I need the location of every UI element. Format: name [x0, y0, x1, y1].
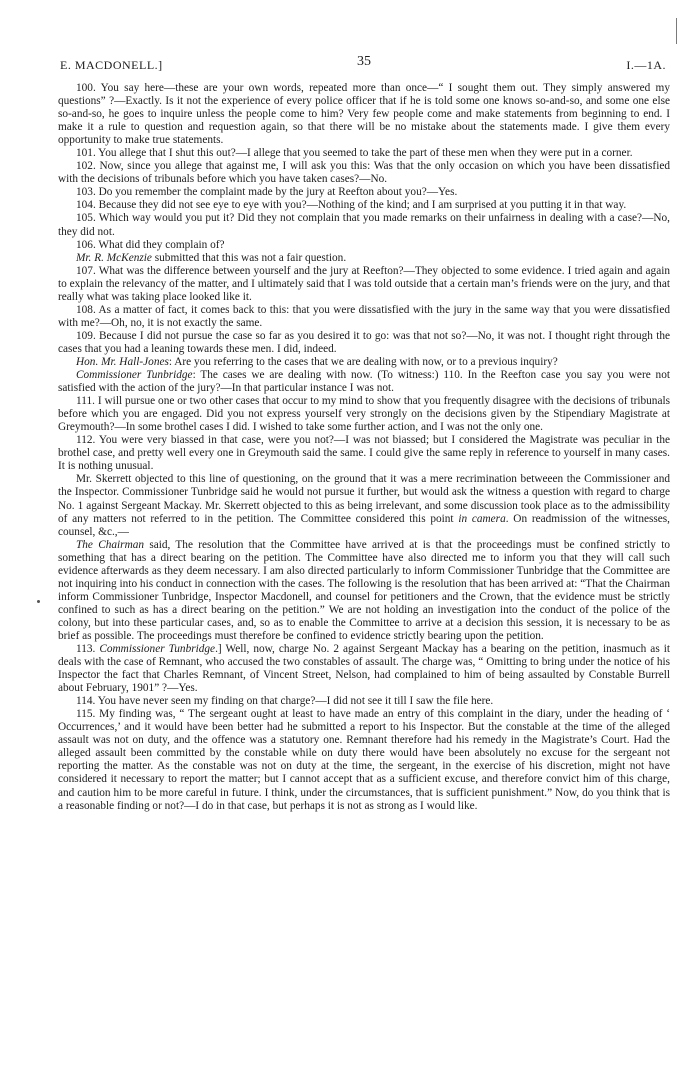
text-run: submitted that this was not a fair question.	[151, 251, 347, 264]
paragraph	[58, 434, 670, 473]
paragraph	[58, 147, 670, 160]
italic-text: Mr. R. McKenzie	[76, 251, 152, 264]
text-run: 107. What was the difference between yourself and the jury at Reefton?—They objected to some evidence. I tried again and again to explain the relevancy of the matter, and I ultimately said that I was told outside that a certain man’s friends were on the jury, and that really what was taking place looked like it.	[58, 264, 670, 303]
text-run: 105. Which way would you put it? Did they not complain that you made remarks on their unfairness in dealing with a case?—No, they did not.	[58, 212, 670, 238]
paragraph	[58, 395, 670, 434]
paragraph	[58, 252, 670, 265]
text-run: said, The resolution that the Committee have arrived at is that the proceedings must be confined strictly to something that has a direct bearing on the petition. The Committee have also directed me to inform you that they will call such evidence afterwards as they deem necessary. I am also directed particularly to inform Commissioner Tunbridge that the Committee are not inquiring into his conduct in connection with the cases. The following is the resolution that has been arrived at: “That the Chairman inform Commissioner Tunbridge, Inspector Macdonell, and counsel for petitioners and the Crown, that the evidence must be strictly confined to such as has a direct bearing on the petition.” We are not holding an investigation into the conduct of the police of the colony, but into these particular cases, and, so as to enable the Committee to arrive at a decision this session, it is necessary to be as brief as possible. The proceedings must therefore be confined to evidence strictly bearing upon the petition.	[58, 538, 671, 642]
paragraph	[58, 473, 670, 538]
page-edge-mark	[676, 18, 680, 44]
paragraph	[58, 186, 670, 199]
text-run: 109. Because I did not pursue the case so far as you desired it to go: was that not so?—No, it was not. I thought right through the cases that you had a leaning towards these men. I did, indeed.	[58, 329, 670, 355]
text-run: 113.	[76, 643, 100, 656]
paragraph	[58, 695, 670, 708]
page-number: 35	[357, 54, 371, 69]
paragraph	[58, 265, 670, 304]
running-header	[58, 52, 670, 74]
italic-text: Hon. Mr. Hall-Jones	[76, 355, 169, 368]
paragraph	[58, 356, 670, 369]
paragraph	[58, 708, 670, 812]
text-run: 101. You allege that I shut this out?—I allege that you seemed to take the part of these men when they were put in a corner.	[76, 147, 633, 160]
paragraph	[58, 160, 670, 186]
paragraph	[58, 304, 670, 330]
header-witness-name: E. MACDONELL.]	[60, 58, 163, 72]
text-run: 104. Because they did not see eye to eye with you?—Nothing of the kind; and I am surprised at you putting it in that way.	[76, 199, 627, 212]
paragraph	[58, 643, 670, 695]
margin-dot	[37, 600, 40, 603]
text-run: 108. As a matter of fact, it comes back to this: that you were dissatisfied with the jury in the same way that you were dissatisfied with me?—Oh, no, it is not exactly the same.	[58, 303, 670, 329]
text-run: 100. You say here—these are your own words, repeated more than once—“ I sought them out. They simply answered my questions” ?—Exactly. Is it not the experience of every police officer that if he is told some one knows so-and-so, and some one else so-and-so, he goes to inquire unless the people come to him? Very few people come and make statements from beginning to end. I make it a rule to question and requestion again, so that there will be no mistake about the statements made. I give them every opportunity to make true statements.	[58, 82, 670, 147]
italic-text: in camera	[458, 512, 506, 525]
header-paper-reference: I.—1A.	[626, 58, 666, 72]
text-run: 102. Now, since you allege that against me, I will ask you this: Was that the only occasion on which you have been dissatisfied with the decisions of tribunals before which you have taken cases?—No.	[58, 160, 670, 186]
paragraph	[58, 369, 670, 395]
italic-text: Commissioner Tunbridge	[76, 369, 193, 382]
paragraph	[58, 82, 670, 147]
italic-text: The Chairman	[76, 538, 145, 551]
paragraph	[58, 212, 670, 238]
text-run: Mr. Skerrett objected to this line of questioning, on the ground that it was a mere recrimination betweeen the Commissioner and the Inspector. Commissioner Tunbridge said he would not pursue it further, but would ask the witness a question with regard to charge No. 1 against Sergeant Mackay. Mr. Skerrett objected to this as being irrelevant, and some discussion took place as to the admissibility of any matters not referred to in the petition. The Committee considered this point	[58, 473, 670, 525]
text-run: . On readmission of the witnesses, counsel, &c.,—	[58, 512, 671, 538]
text-run: 106. What did they complain of?	[76, 238, 225, 251]
paragraph	[58, 239, 670, 252]
paragraph	[58, 330, 670, 356]
text-run: 115. My finding was, “ The sergeant ought at least to have made an entry of this complaint in the diary, under the heading of ‘ Occurrences,’ and it would have been better had he submitted a report to his Inspector. But the constable at the time of the alleged assault was not on duty, and the offence was a statutory one. Remnant therefore had his remedy in the Magistrate’s Court. Had the alleged assault been committed by the constable while on duty there would have been absolutely no excuse for the sergeant not reporting the matter. As the constable was not on duty at the time, the sergeant, in the exercise of his discretion, might not have considered it necessary to report the matter; but I cannot accept that as a sufficient excuse, and therefore convict him of this charge, and caution him to be more careful in future. I think, under the circumstances, that is sufficient punishment.” Now, do you think that is a reasonable finding or not?—I do in that case, but perhaps it is not as strong as I would like.	[58, 708, 670, 812]
paragraph	[58, 199, 670, 212]
text-run: : Are you referring to the cases that we are dealing with now, or to a previous inquiry?	[168, 355, 558, 368]
text-run: 114. You have never seen my finding on that charge?—I did not see it till I saw the file here.	[76, 695, 494, 708]
paragraph	[58, 539, 670, 643]
text-run: 111. I will pursue one or two other cases that occur to my mind to show that you frequently disagree with the decisions of tribunals before which you are engaged. Did you not express yourself very strongly on the decisions given by the Stipendiary Magistrate at Greymouth?—In some brothel cases I did. I wished to take some further action, and I was not the only one.	[58, 395, 670, 434]
text-run: .] Well, now, charge No. 2 against Sergeant Mackay has a bearing on the petition, inasmuch as it deals with the case of Remnant, who accused the two constables of assault. The charge was, “ Omitting to bring under the notice of his Inspector the fact that Charles Remnant, of Vincent Street, Nelson, had complained to him of being assaulted by Constable Burrell about February, 1901” ?—Yes.	[58, 643, 670, 695]
text-run: 112. You were very biassed in that case, were you not?—I was not biassed; but I considered the Magistrate was peculiar in the brothel case, and pretty well every one in Greymouth said the same. I could give the same reply in reference to yourself in many cases. It is nothing unusual.	[58, 434, 670, 473]
text-run: : The cases we are dealing with now. (To witness:) 110. In the Reefton case you say you were not satisfied with the action of the jury?—In that particular instance I was not.	[58, 369, 670, 395]
text-run: 103. Do you remember the complaint made by the jury at Reefton about you?—Yes.	[76, 186, 458, 199]
italic-text: Commissioner Tunbridge	[99, 643, 216, 656]
document-body	[58, 82, 670, 813]
